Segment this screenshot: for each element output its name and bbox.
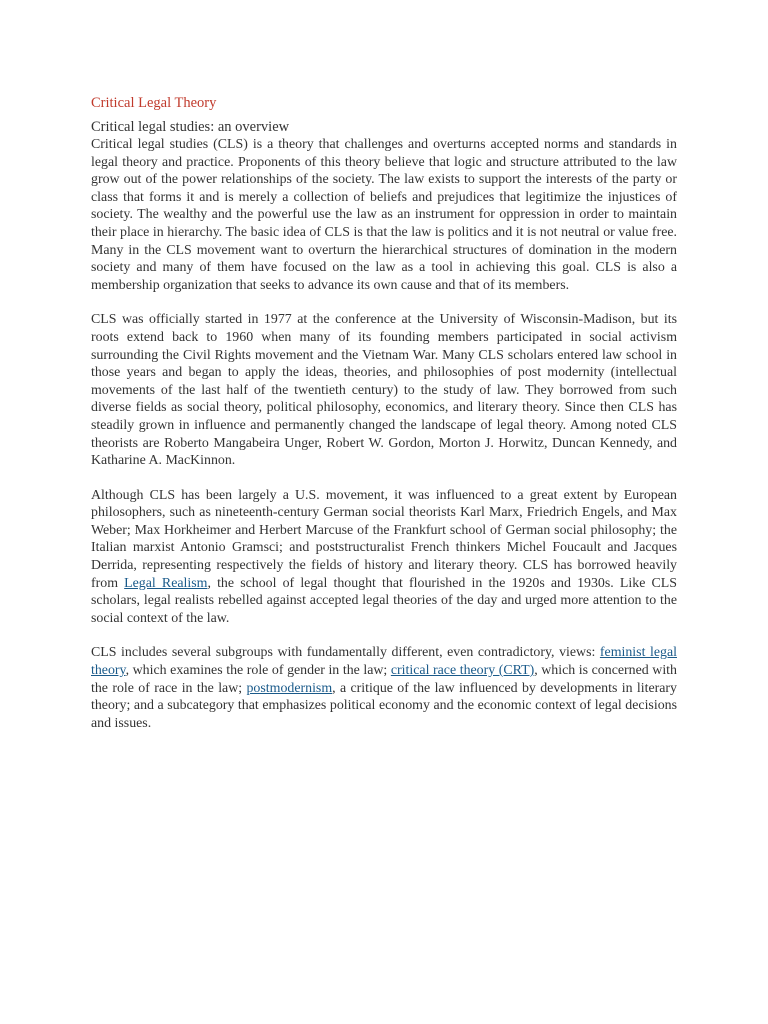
- paragraph-subgroups-text-1: CLS includes several subgroups with fundamentally different, even contradictory, views:: [91, 645, 600, 661]
- paragraph-overview: Critical legal studies (CLS) is a theory that challenges and overturns accepted norms and standards in legal theory and practice. Proponents of this theory believe that logic and structure attributed to the law grow out of the power relationships of the society. The law exists to support the interests of the party or class that forms it and is merely a collection of beliefs and prejudices that legitimize the injustices of society. The wealthy and the powerful use the law as an instrument for oppression in order to maintain their place in hierarchy. The basic idea of CLS is that the law is politics and it is not neutral or value free. Many in the CLS movement want to overturn the hierarchical structures of domination in the modern society and many of them have focused on the law as a tool in achieving this goal. CLS is also a membership organization that seeks to advance its own cause and that of its members.: [91, 137, 677, 293]
- legal-realism-link[interactable]: Legal Realism: [124, 575, 208, 591]
- paragraph-subgroups-text-2: , which examines the role of gender in the law;: [125, 663, 391, 679]
- document-title: Critical Legal Theory: [91, 95, 217, 111]
- critical-race-theory-link[interactable]: critical race theory (CRT): [390, 663, 535, 679]
- document-subtitle: Critical legal studies: an overview: [91, 119, 290, 135]
- paragraph-influences: [91, 487, 677, 628]
- feminist-legal-theory-link[interactable]: feminist legal theory: [91, 645, 677, 679]
- postmodernism-link[interactable]: postmodernism: [246, 680, 333, 696]
- paragraph-history: CLS was officially started in 1977 at the conference at the University of Wisconsin-Madison, but its roots extend back to 1960 when many of its founding members participated in social activism surrounding the Civil Rights movement and the Vietnam War. Many CLS scholars entered law school in those years and began to apply the ideas, theories, and philosophies of post modernity (intellectual movements of the last half of the twentieth century) to the study of law. They borrowed from such diverse fields as social theory, political philosophy, economics, and literary theory. Since then CLS has steadily grown in influence and permanently changed the landscape of legal theory. Among noted CLS theorists are Roberto Mangabeira Unger, Robert W. Gordon, Morton J. Horwitz, Duncan Kennedy, and Katharine A. MacKinnon.: [91, 312, 677, 469]
- paragraph-subgroups-text-3: , which is concerned with the role of race in the law;: [91, 663, 677, 696]
- document-page: [91, 94, 677, 732]
- paragraph-influences-text-1: Although CLS has been largely a U.S. movement, it was influenced to a great extent by European philosophers, such as nineteenth-century German social theorists Karl Marx, Friedrich Engels, and Max Weber; Max Horkheimer and Herbert Marcuse of the Frankfurt school of German social philosophy; the Italian marxist Antonio Gramsci; and poststructuralist French thinkers Michel Foucault and Jacques Derrida, representing respectively the fields of history and literary theory. CLS has borrowed heavily from: [91, 487, 677, 591]
- paragraph-subgroups-text-4: , a critique of the law influenced by developments in literary theory; and a subcategory that emphasizes political economy and the economic context of legal decisions and issues.: [91, 680, 677, 731]
- paragraph-influences-text-2: , the school of legal thought that flourished in the 1920s and 1930s. Like CLS scholars, legal realists rebelled against accepted legal theories of the day and urged more attention to the social context of the law.: [91, 575, 677, 626]
- paragraph-subgroups: [91, 644, 677, 732]
